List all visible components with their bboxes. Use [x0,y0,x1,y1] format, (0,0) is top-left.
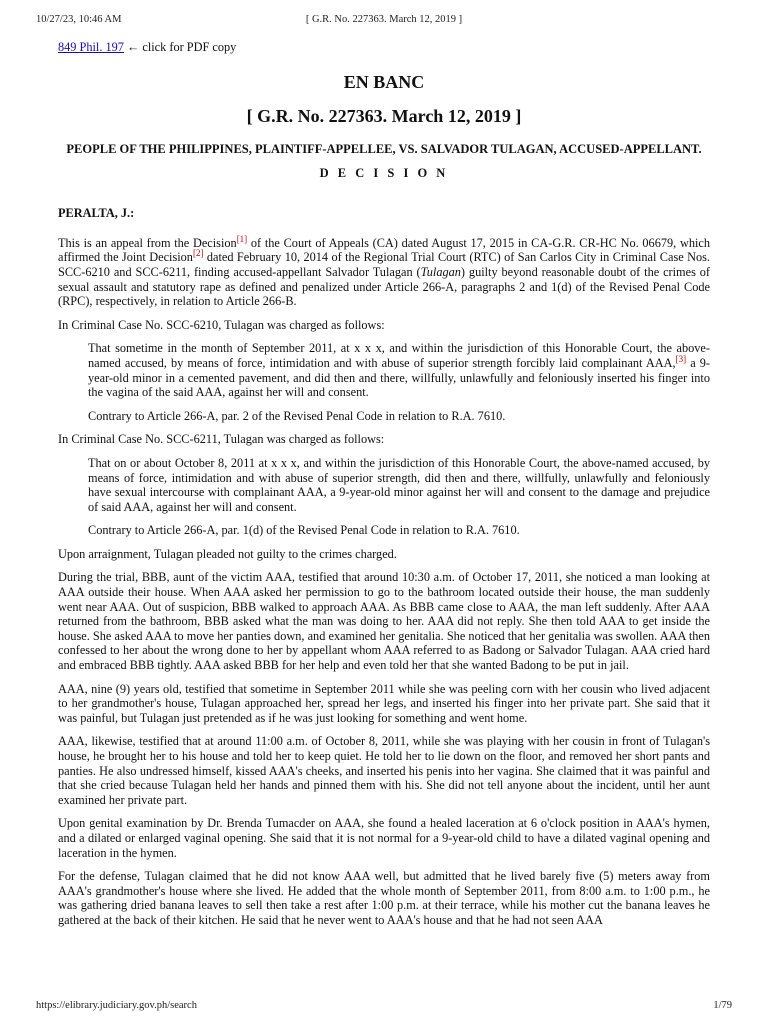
case-number-title: [ G.R. No. 227363. March 12, 2019 ] [246,105,522,126]
quoted-contrary-2: Contrary to Article 266-A, par. 1(d) of the Revised Penal Code in relation to R.A. 7610. [88,523,520,538]
quoted-contrary-1: Contrary to Article 266-A, par. 2 of the Revised Penal Code in relation to R.A. 7610. [88,408,506,423]
pdf-copy-hint: ← click for PDF copy [127,40,237,54]
case-parties: PEOPLE OF THE PHILIPPINES, PLAINTIFF-APPELLEE, VS. SALVADOR TULAGAN, ACCUSED-APPELLANT. [66,141,702,156]
quoted-information-1-text-a: That sometime in the month of September 2011, at x x x, and within the jurisdiction of this Honorable Court, the above-named accused, by means of force, intimidation and with abuse of superior strength forcibly laid complainant AAA, [88,341,710,370]
print-header [36,14,732,28]
paragraph-intro-text-d: ) guilty beyond reasonable doubt of the crimes of sexual assault and statutory rape as defined and penalized under Article 266-A, paragraphs 2 and 1(d) of the Revised Penal Code (RPC), respectively, in relation to Article 266-B. [58,264,710,309]
quoted-information-1 [88,341,710,399]
paragraph-charge-2-intro: In Criminal Case No. SCC-6211, Tulagan was charged as follows: [58,432,385,447]
quoted-information-2: That on or about October 8, 2011 at x x x, and within the jurisdiction of this Honorable Court, the above-named accused, by means of force, intimidation and with abuse of superior strength, did then and there, willfully, unlawfully and feloniously have sexual intercourse with complainant AAA, a 9-year-old minor against her will and consent to the damage and prejudice of said AAA, against her will and consent. [88,455,710,514]
print-page-number: 1/79 [713,1000,732,1011]
paragraph-aaa-testimony-1: AAA, nine (9) years old, testified that sometime in September 2011 while she was peeling corn with her cousin who lived adjacent to her grandmother's house, Tulagan approached her, spread her legs, and inserted his finger into her private part. She said that it was painful, but Tulagan just pretended as if he was just looking for something and went home. [58,681,710,725]
print-url: https://elibrary.judiciary.gov.ph/search [36,1000,197,1011]
pdf-copy-line [58,40,710,55]
paragraph-intro-text-a: This is an appeal from the Decision [58,235,237,250]
print-footer [36,1000,732,1014]
paragraph-arraignment: Upon arraignment, Tulagan pleaded not guilty to the crimes charged. [58,546,397,561]
paragraph-charge-1-intro: In Criminal Case No. SCC-6210, Tulagan was charged as follows: [58,317,385,332]
paragraph-defense: For the defense, Tulagan claimed that he did not know AAA well, but admitted that he lived barely five (5) meters away from AAA's grandmother's house where she lived. He added that the whole month of September 2011, from 8:00 a.m. to 1:00 p.m., he was gathering dried banana leaves to sell then take a rest after 1:00 p.m. at their terrace, while his mother cut the banana leaves he gathered at the back of their kitchen. He said that he never went to AAA's house and that he had not seen AAA [58,869,710,927]
footnote-ref-2[interactable]: [2] [192,248,204,259]
document-body [58,40,710,937]
print-datetime: 10/27/23, 10:46 AM [36,14,122,25]
footnote-ref-3[interactable]: [3] [675,353,687,364]
paragraph-intro [58,233,711,309]
paragraph-medical-exam: Upon genital examination by Dr. Brenda Tumacder on AAA, she found a healed laceration at 6 o'clock position in AAA's hymen, and a dilated or enlarged vaginal opening. She said that it is not normal for a 9-year-old child to have a dilated vaginal opening and laceration in the hymen. [58,816,710,860]
paragraph-intro-text-b: of the Court of Appeals (CA) dated August 17, 2015 in CA-G.R. CR-HC No. 06679, which affirmed the Joint Decision [58,235,710,265]
decision-heading: D E C I S I O N [319,165,449,180]
print-doc-title: [ G.R. No. 227363. March 12, 2019 ] [305,14,463,25]
paragraph-intro-italic-name: Tulagan [420,264,461,279]
footnote-ref-1[interactable]: [1] [236,233,248,244]
ponente: PERALTA, J.: [58,206,135,221]
paragraph-intro-text-c: dated February 10, 2014 of the Regional Trial Court (RTC) of San Carlos City in Criminal Case Nos. SCC-6210 and SCC-6211, finding accused-appellant Salvador Tulagan ( [58,250,711,279]
paragraph-aaa-testimony-2: AAA, likewise, testified that at around 11:00 a.m. of October 8, 2011, while she was playing with her cousin in front of Tulagan's house, he brought her to his house and told her to keep quiet. He told her to lie down on the floor, and removed her short pants and panties. He also undressed himself, kissed AAA's cheeks, and inserted his penis into her vagina. She claimed that it was painful and that she cried because Tulagan held her hands and pinned them with his. She did not tell anyone about the incident, until her aunt examined her private part. [58,734,710,807]
court-bench-title: EN BANC [343,71,425,92]
paragraph-trial-bbb: During the trial, BBB, aunt of the victim AAA, testified that around 10:30 a.m. of October 17, 2011, she noticed a man looking at AAA outside their house. When AAA asked her permission to go to the bathroom located outside their house, the man suddenly went near AAA. Out of suspicion, BBB walked to approach AAA. As BBB came close to AAA, the man left suddenly. After AAA returned from the bathroom, BBB asked what the man was doing to her. AAA did not reply. She then told AAA to get inside the house. She asked AAA to move her panties down, and examined her genitalia. She noticed that her genitalia was swollen. AAA then confessed to her about the wrong done to her by appellant whom AAA referred to as Badong or Salvador Tulagan. AAA cried hard and embraced BBB tightly. AAA asked BBB for her help and even told her that she wanted Badong to be put in jail. [58,570,710,673]
quoted-information-1-text-b: a 9-year-old minor in a cemented pavement, and did then and there, willfully, unlawfully and feloniously inserted his finger into the vagina of the said AAA, against her will and consent. [88,355,710,400]
pdf-copy-link[interactable]: 849 Phil. 197 [58,40,124,54]
